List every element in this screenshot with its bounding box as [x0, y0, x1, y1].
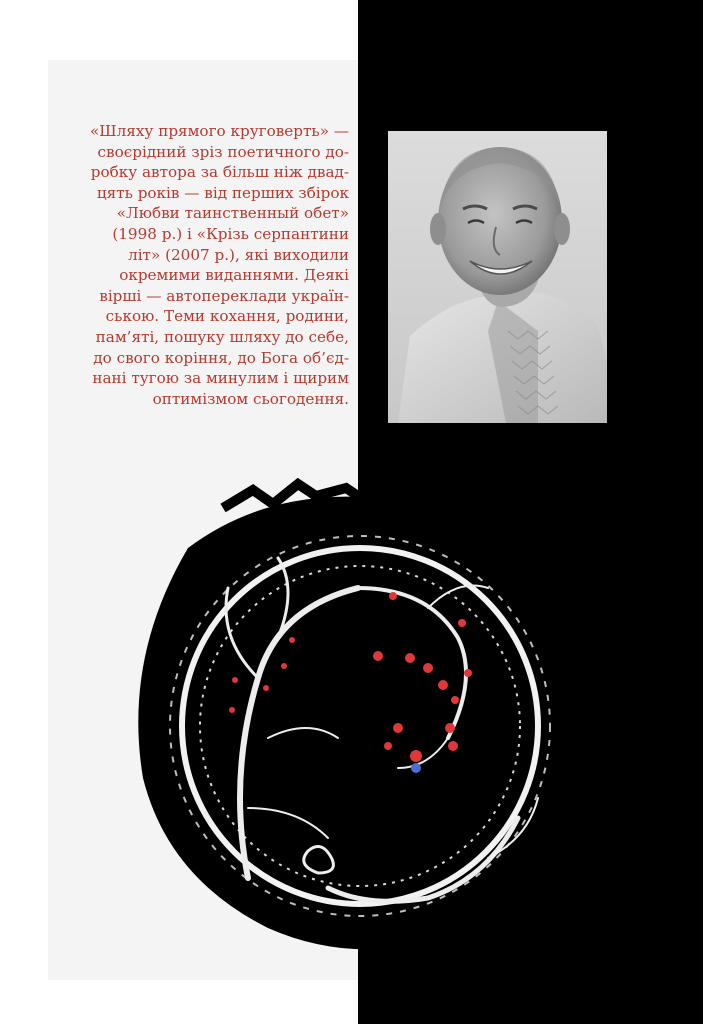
annotation-line: «Любви таинственный обет»: [116, 204, 349, 223]
tree-wreath-emblem-icon: [128, 478, 600, 958]
annotation-line: до свого коріння, до Бога об’єд-: [93, 348, 349, 367]
annotation-line: окремими виданнями. Деякі: [119, 266, 349, 285]
author-photo: [388, 131, 607, 423]
annotation-line: нані тугою за минулим і щирим: [92, 369, 349, 388]
annotation-line: вірші — автопереклади україн-: [99, 286, 349, 305]
annotation-line: цять років — від перших збірок: [96, 183, 349, 202]
annotation-line: своєрідний зріз поетичного до-: [97, 142, 349, 161]
annotation-text: [64, 121, 349, 409]
annotation-line: літ» (2007 р.), які виходили: [128, 245, 349, 264]
annotation-line: робку автора за більш ніж двад-: [90, 163, 349, 182]
annotation-line: «Шляху прямого круговерть» —: [90, 122, 349, 140]
annotation-line: пам’яті, пошуку шляху до себе,: [95, 327, 349, 346]
annotation-line: (1998 р.) і «Крізь серпантини: [112, 224, 349, 243]
annotation-line: ською. Теми кохання, родини,: [105, 307, 349, 326]
annotation-line: оптимізмом сьогодення.: [152, 389, 349, 408]
portrait-photo-icon: [388, 131, 607, 423]
